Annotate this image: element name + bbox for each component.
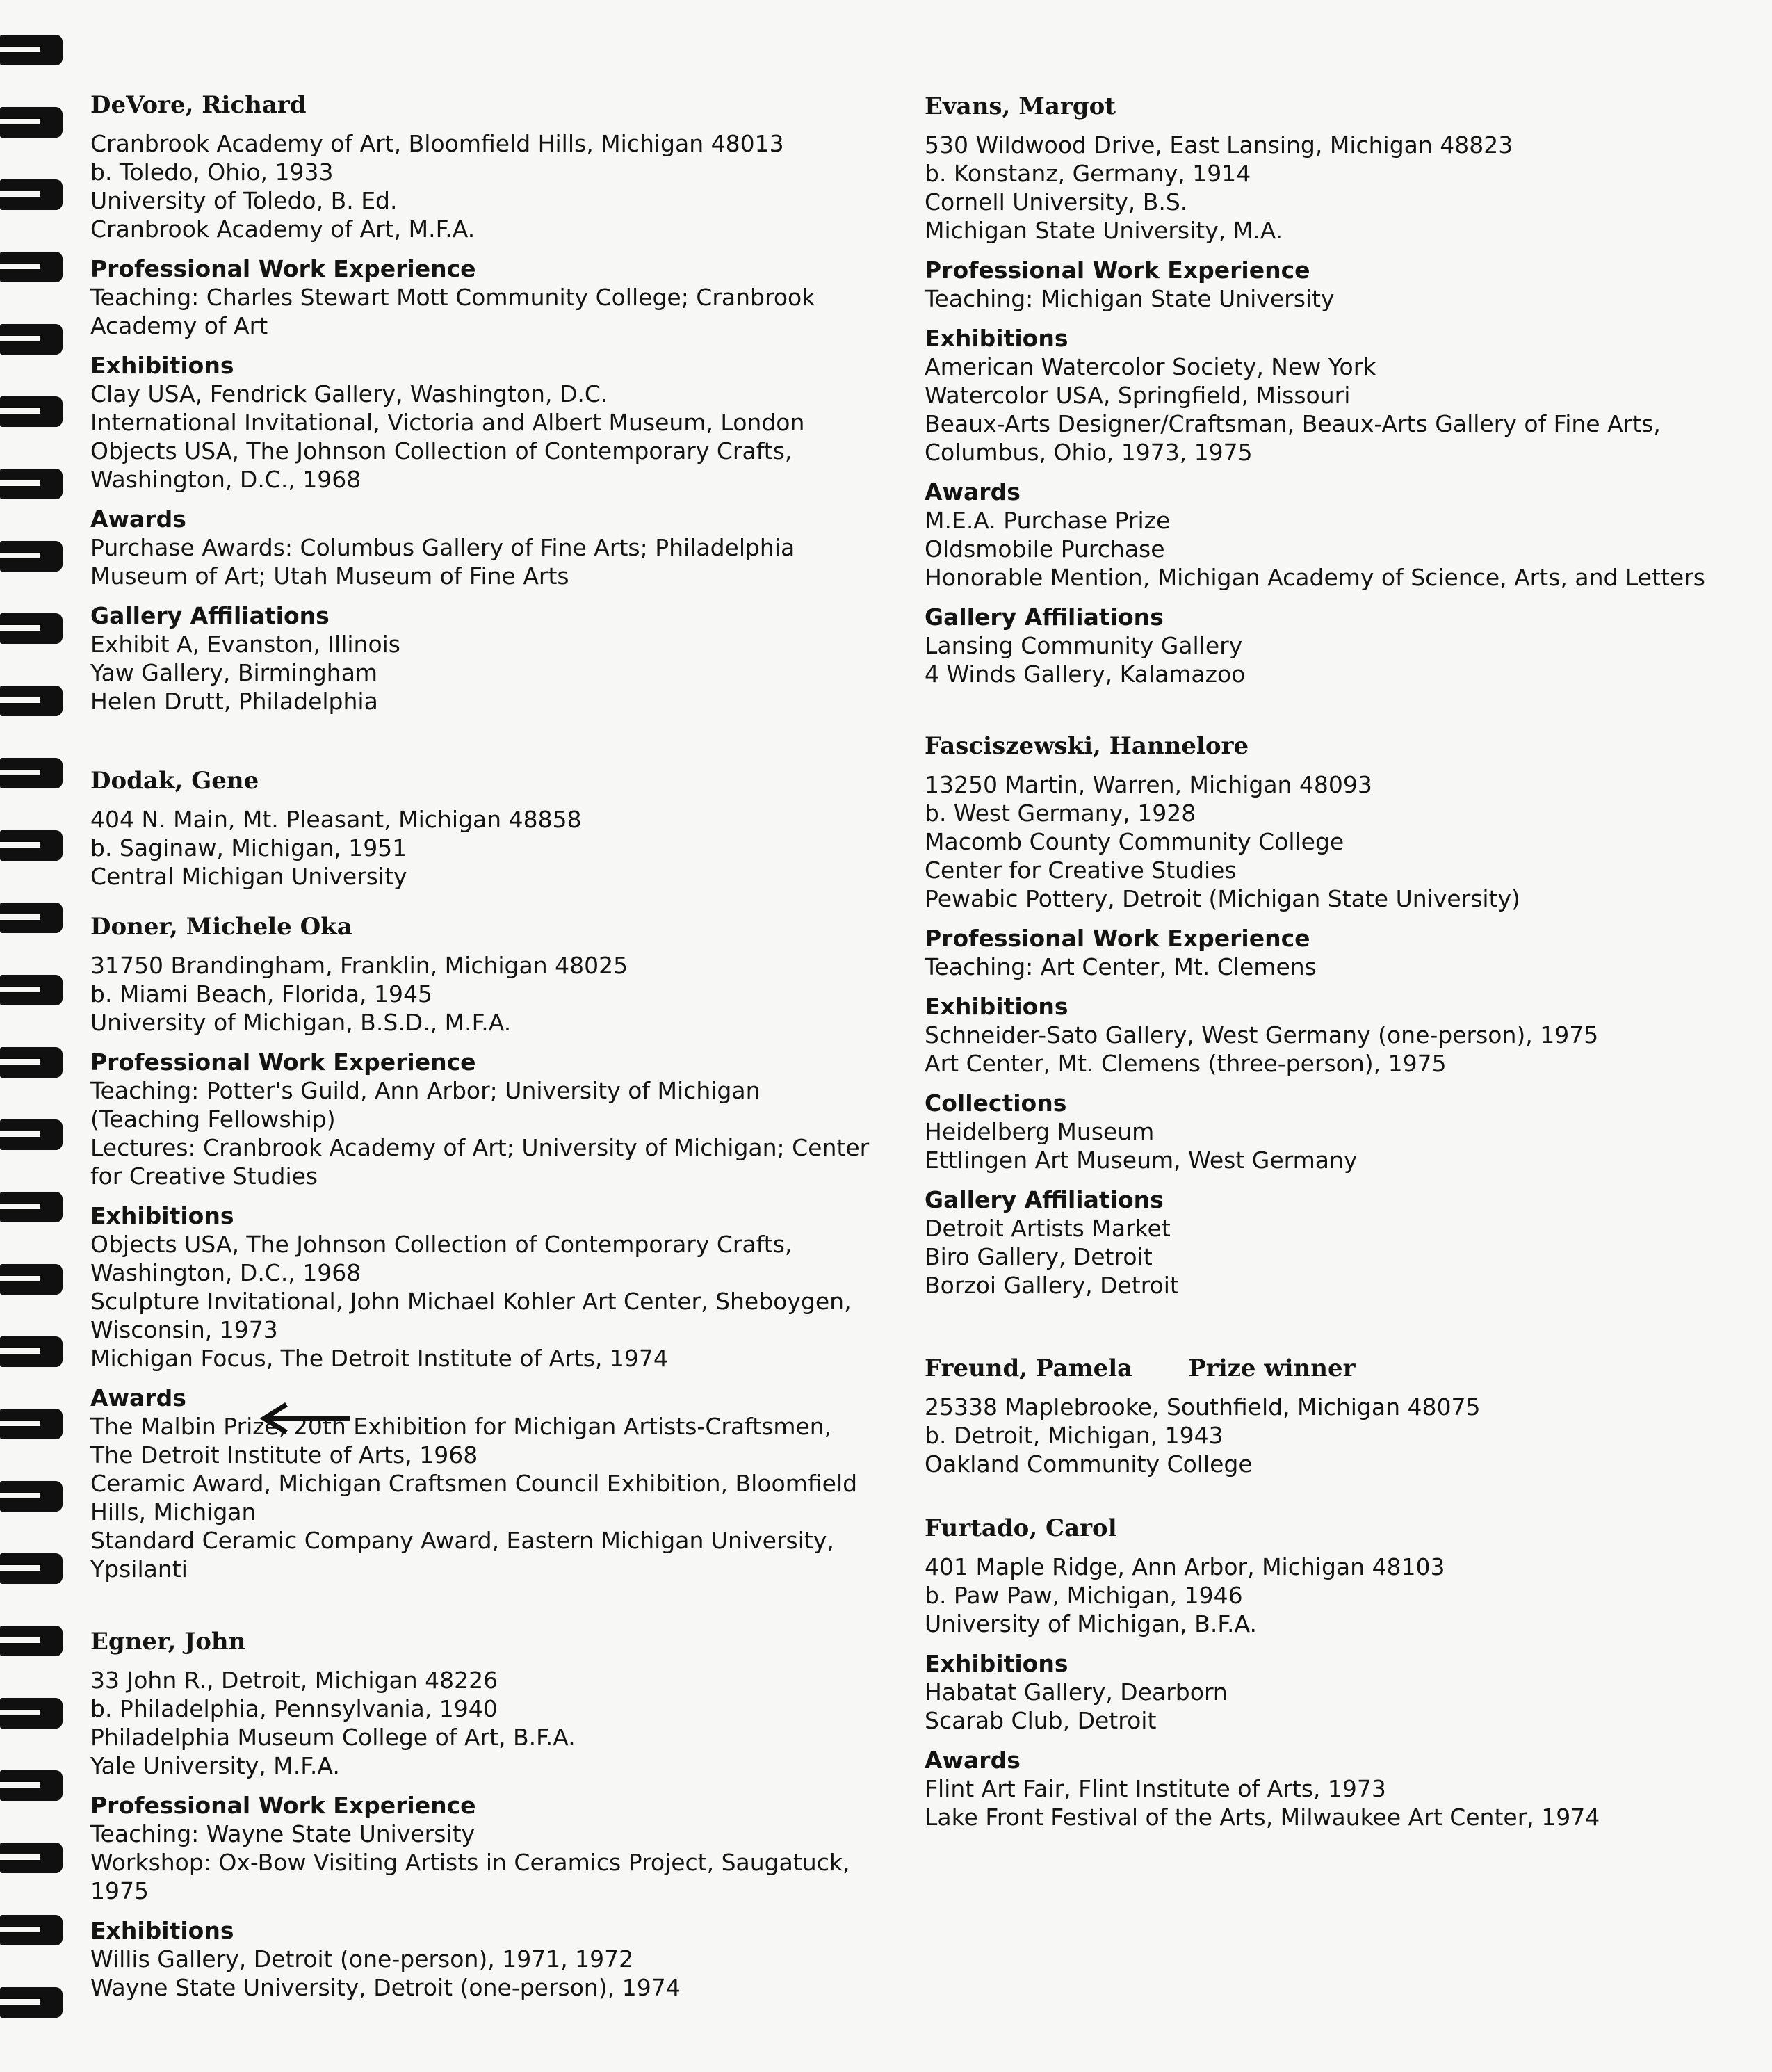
section-heading: Awards [925, 478, 1021, 505]
info-line: b. West Germany, 1928 [925, 800, 1196, 827]
section-heading: Awards [925, 1747, 1021, 1774]
binding-ring [0, 903, 63, 933]
section-line: Flint Art Fair, Flint Institute of Arts, 1973 [925, 1775, 1386, 1802]
section-line: Schneider-Sato Gallery, West Germany (one-person), 1975 [925, 1021, 1599, 1049]
entry-section [90, 1384, 869, 1583]
info-line: Center for Creative Studies [925, 857, 1237, 884]
info-line: b. Konstanz, Germany, 1914 [925, 160, 1251, 187]
info-line: Yale University, M.F.A. [90, 1752, 340, 1779]
section-line: Clay USA, Fendrick Gallery, Washington, D.C. [90, 380, 608, 407]
artist-entry [90, 89, 815, 715]
artist-name: Fasciszewski, Hannelore [925, 732, 1249, 760]
section-line: Watercolor USA, Springfield, Missouri [925, 382, 1351, 409]
section-line: Heidelberg Museum [925, 1118, 1155, 1145]
info-line: 33 John R., Detroit, Michigan 48226 [90, 1667, 498, 1694]
binding-ring [0, 1047, 63, 1078]
section-heading: Professional Work Experience [925, 257, 1310, 284]
info-line: Cranbrook Academy of Art, Bloomfield Hills, Michigan 48013 [90, 130, 784, 157]
artist-name: Doner, Michele Oka [90, 913, 352, 941]
artist-entry [90, 911, 869, 1583]
section-line: Lansing Community Gallery [925, 632, 1243, 659]
info-line: Pewabic Pottery, Detroit (Michigan State University) [925, 885, 1520, 912]
section-heading: Exhibitions [90, 1917, 234, 1944]
binding-ring [0, 1626, 63, 1656]
entry-section [90, 1916, 850, 2002]
section-line: Oldsmobile Purchase [925, 535, 1165, 562]
binding-ring [0, 1192, 63, 1222]
info-line: Macomb County Community College [925, 828, 1344, 855]
artist-entry [90, 765, 582, 891]
section-line: Wayne State University, Detroit (one-person), 1974 [90, 1974, 681, 2001]
section-heading: Exhibitions [925, 1650, 1068, 1677]
info-line: University of Michigan, B.F.A. [925, 1610, 1257, 1637]
info-line: Oakland Community College [925, 1450, 1253, 1478]
entry-section [925, 924, 1598, 981]
artist-entry [925, 90, 1705, 688]
section-line: Teaching: Charles Stewart Mott Community College; Cranbrook [90, 284, 815, 311]
binding-ring [0, 1119, 63, 1150]
binding-ring [0, 107, 63, 138]
info-line: 404 N. Main, Mt. Pleasant, Michigan 48858 [90, 806, 582, 833]
section-line: Hills, Michigan [90, 1498, 257, 1525]
section-heading: Awards [90, 1384, 186, 1411]
section-line: M.E.A. Purchase Prize [925, 507, 1171, 534]
section-line: Michigan Focus, The Detroit Institute of Arts, 1974 [90, 1345, 668, 1372]
section-line: Lake Front Festival of the Arts, Milwaukee Art Center, 1974 [925, 1804, 1600, 1831]
section-heading: Professional Work Experience [90, 255, 476, 282]
info-line: b. Saginaw, Michigan, 1951 [90, 834, 407, 861]
section-heading: Professional Work Experience [90, 1792, 476, 1819]
binding-ring [0, 1481, 63, 1512]
info-line: b. Miami Beach, Florida, 1945 [90, 980, 433, 1007]
section-line: International Invitational, Victoria and Albert Museum, London [90, 409, 805, 436]
entry-section [90, 1791, 850, 1905]
info-line: Central Michigan University [90, 863, 407, 890]
binding-ring [0, 396, 63, 427]
section-line: Scarab Club, Detroit [925, 1707, 1157, 1734]
section-line: (Teaching Fellowship) [90, 1106, 336, 1133]
section-line: Lectures: Cranbrook Academy of Art; University of Michigan; Center [90, 1134, 870, 1161]
info-line: Philadelphia Museum College of Art, B.F.A. [90, 1724, 576, 1751]
artist-name-row [90, 765, 582, 797]
artist-name-row [90, 89, 815, 121]
binding-ring [0, 35, 63, 65]
section-line: Teaching: Wayne State University [90, 1820, 475, 1847]
artist-name-row [90, 911, 869, 943]
entry-section [90, 1048, 869, 1190]
artist-name-row [925, 90, 1705, 122]
entry-section [925, 1746, 1600, 1831]
section-line: Purchase Awards: Columbus Gallery of Fine Arts; Philadelphia [90, 534, 795, 561]
binding-ring [0, 686, 63, 716]
binding-ring [0, 758, 63, 788]
info-line: 401 Maple Ridge, Ann Arbor, Michigan 48103 [925, 1553, 1445, 1580]
section-line: Ceramic Award, Michigan Craftsmen Council Exhibition, Bloomfield [90, 1470, 858, 1497]
section-line: Beaux-Arts Designer/Craftsman, Beaux-Arts Gallery of Fine Arts, [925, 410, 1661, 437]
section-line: Teaching: Art Center, Mt. Clemens [925, 953, 1317, 980]
artist-name: Egner, John [90, 1628, 246, 1656]
section-line: Columbus, Ohio, 1973, 1975 [925, 439, 1253, 466]
entry-section [925, 478, 1705, 592]
entry-section [90, 254, 815, 340]
binding-ring [0, 1770, 63, 1801]
binding-ring [0, 1698, 63, 1729]
section-line: Wisconsin, 1973 [90, 1316, 278, 1343]
binding-ring [0, 1336, 63, 1367]
section-heading: Professional Work Experience [925, 925, 1310, 952]
binding-ring [0, 469, 63, 499]
info-line: b. Toledo, Ohio, 1933 [90, 159, 334, 186]
binding-ring [0, 324, 63, 355]
artist-name: Evans, Margot [925, 92, 1116, 120]
entry-section [925, 256, 1705, 313]
entry-section [925, 324, 1705, 467]
artist-name-row [90, 1626, 850, 1658]
section-line: Willis Gallery, Detroit (one-person), 1971, 1972 [90, 1945, 634, 1973]
section-line: Borzoi Gallery, Detroit [925, 1272, 1179, 1299]
artist-entry [925, 730, 1598, 1300]
entry-section [90, 1201, 869, 1373]
section-line: The Malbin Prize, 20th Exhibition for Michigan Artists-Craftsmen, [90, 1413, 832, 1440]
info-line: 530 Wildwood Drive, East Lansing, Michigan 48823 [925, 131, 1513, 159]
artist-name: Dodak, Gene [90, 767, 259, 795]
section-line: Helen Drutt, Philadelphia [90, 688, 378, 715]
info-line: Cornell University, B.S. [925, 188, 1188, 216]
section-line: Art Center, Mt. Clemens (three-person), 1975 [925, 1050, 1447, 1077]
section-line: Detroit Artists Market [925, 1215, 1171, 1242]
section-line: Teaching: Potter's Guild, Ann Arbor; University of Michigan [90, 1077, 761, 1104]
entry-section [90, 351, 815, 494]
section-line: Honorable Mention, Michigan Academy of Science, Arts, and Letters [925, 564, 1705, 591]
section-heading: Exhibitions [90, 1202, 234, 1229]
entry-section [925, 992, 1598, 1078]
section-heading: Awards [90, 505, 186, 533]
section-line: 1975 [90, 1877, 149, 1904]
section-line: Biro Gallery, Detroit [925, 1243, 1153, 1270]
section-line: Workshop: Ox-Bow Visiting Artists in Ceramics Project, Saugatuck, [90, 1849, 850, 1876]
binding-ring [0, 1987, 63, 2018]
section-line: Standard Ceramic Company Award, Eastern Michigan University, [90, 1527, 834, 1554]
info-line: 13250 Martin, Warren, Michigan 48093 [925, 771, 1372, 798]
binding-ring [0, 1843, 63, 1873]
section-line: Teaching: Michigan State University [925, 285, 1335, 312]
section-heading: Exhibitions [925, 325, 1068, 352]
section-line: Academy of Art [90, 312, 268, 339]
info-line: Michigan State University, M.A. [925, 217, 1283, 244]
section-line: The Detroit Institute of Arts, 1968 [90, 1441, 478, 1468]
section-line: Objects USA, The Johnson Collection of Contemporary Crafts, [90, 1231, 792, 1258]
section-heading: Gallery Affiliations [925, 604, 1164, 631]
info-line: University of Toledo, B. Ed. [90, 187, 398, 214]
section-heading: Exhibitions [925, 993, 1068, 1020]
artist-name-row [925, 1352, 1480, 1384]
section-heading: Gallery Affiliations [90, 602, 330, 629]
section-line: 4 Winds Gallery, Kalamazoo [925, 661, 1246, 688]
artist-name: Freund, Pamela [925, 1354, 1133, 1382]
artist-entry [90, 1626, 850, 2002]
binding-ring [0, 613, 63, 644]
section-line: Washington, D.C., 1968 [90, 466, 361, 493]
artist-name: Furtado, Carol [925, 1514, 1117, 1542]
artist-entry [925, 1352, 1480, 1478]
prize-winner-note: Prize winner [1188, 1354, 1356, 1382]
section-line: American Watercolor Society, New York [925, 353, 1376, 380]
section-line: Exhibit A, Evanston, Illinois [90, 631, 400, 658]
entry-section [925, 1649, 1600, 1735]
info-line: 31750 Brandingham, Franklin, Michigan 48025 [90, 952, 628, 979]
section-heading: Collections [925, 1090, 1067, 1117]
section-line: Museum of Art; Utah Museum of Fine Arts [90, 562, 569, 590]
entry-section [925, 603, 1705, 688]
binding-ring [0, 830, 63, 861]
entry-section [90, 505, 815, 590]
info-line: Cranbrook Academy of Art, M.F.A. [90, 216, 475, 243]
artist-entry [925, 1512, 1600, 1831]
binding-ring [0, 1409, 63, 1439]
section-line: for Creative Studies [90, 1163, 318, 1190]
artist-name-row [925, 730, 1598, 762]
binding-ring [0, 252, 63, 282]
section-line: Yaw Gallery, Birmingham [90, 659, 378, 686]
section-heading: Professional Work Experience [90, 1049, 476, 1076]
binding-ring [0, 1264, 63, 1295]
section-line: Ettlingen Art Museum, West Germany [925, 1147, 1358, 1174]
binding-ring [0, 1553, 63, 1584]
section-heading: Exhibitions [90, 352, 234, 379]
section-line: Washington, D.C., 1968 [90, 1259, 361, 1286]
entry-section [925, 1089, 1598, 1174]
section-line: Habatat Gallery, Dearborn [925, 1678, 1228, 1706]
spiral-binding [0, 0, 70, 2072]
section-line: Sculpture Invitational, John Michael Kohler Art Center, Sheboygen, [90, 1288, 852, 1315]
binding-ring [0, 1915, 63, 1945]
section-line: Ypsilanti [90, 1555, 188, 1583]
section-heading: Gallery Affiliations [925, 1186, 1164, 1213]
section-line: Objects USA, The Johnson Collection of Contemporary Crafts, [90, 437, 792, 464]
binding-ring [0, 541, 63, 572]
info-line: b. Detroit, Michigan, 1943 [925, 1422, 1224, 1449]
artist-name-row [925, 1512, 1600, 1544]
info-line: b. Philadelphia, Pennsylvania, 1940 [90, 1695, 498, 1722]
entry-section [925, 1185, 1598, 1300]
info-line: 25338 Maplebrooke, Southfield, Michigan 48075 [925, 1393, 1481, 1421]
info-line: University of Michigan, B.S.D., M.F.A. [90, 1009, 512, 1036]
info-line: b. Paw Paw, Michigan, 1946 [925, 1582, 1243, 1609]
entry-section [90, 601, 815, 715]
binding-ring [0, 975, 63, 1005]
binding-ring [0, 179, 63, 210]
artist-name: DeVore, Richard [90, 91, 307, 119]
